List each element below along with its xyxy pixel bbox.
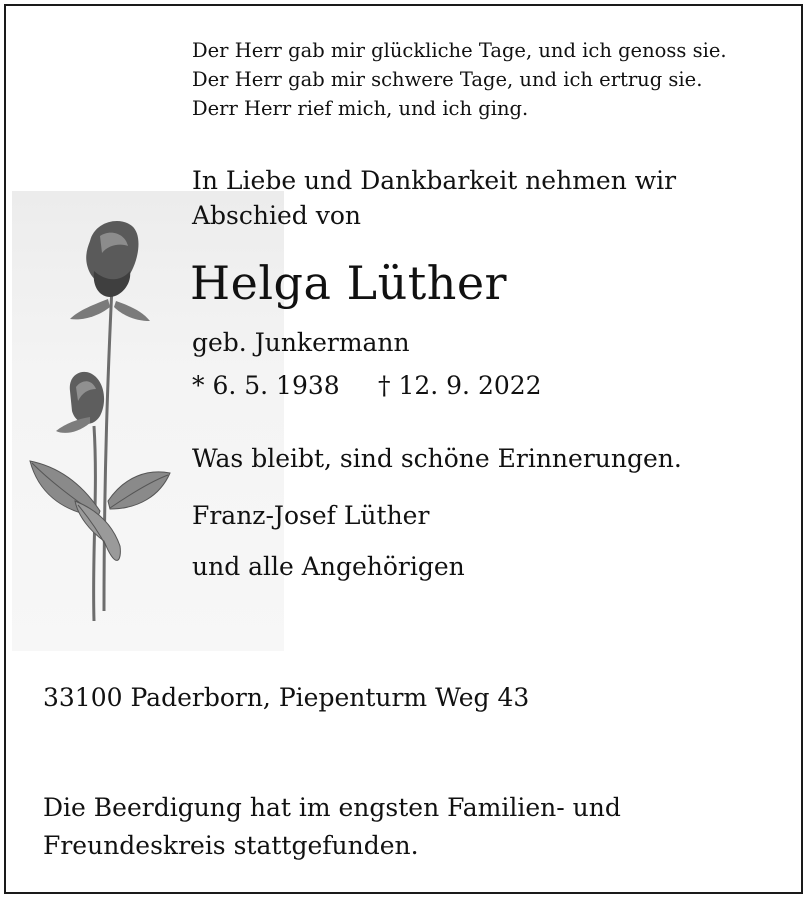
verse-line-3: Derr Herr rief mich, und ich ging. xyxy=(192,97,529,120)
obituary-notice xyxy=(4,4,803,894)
address: 33100 Paderborn, Piepenturm Weg 43 xyxy=(43,683,530,712)
intro-line-1: In Liebe und Dankbarkeit nehmen wir xyxy=(192,166,677,195)
mourner-name: Franz-Josef Lüther xyxy=(192,501,430,530)
deceased-name: Helga Lüther xyxy=(190,256,508,310)
rose-icon xyxy=(20,211,210,631)
verse-line-1: Der Herr gab mir glückliche Tage, und ich genoss sie. xyxy=(192,39,727,62)
verse-line-2: Der Herr gab mir schwere Tage, und ich ertrug sie. xyxy=(192,68,703,91)
mourner-others: und alle Angehörigen xyxy=(192,552,465,581)
birth-date: * 6. 5. 1938 xyxy=(192,371,340,400)
notice-line-1: Die Beerdigung hat im engsten Familien- und xyxy=(43,793,621,822)
notice-line-2: Freundeskreis stattgefunden. xyxy=(43,831,419,860)
death-date: † 12. 9. 2022 xyxy=(378,371,542,400)
quote: Was bleibt, sind schöne Erinnerungen. xyxy=(192,444,682,473)
maiden-name: geb. Junkermann xyxy=(192,328,410,357)
intro-line-2: Abschied von xyxy=(192,201,362,230)
